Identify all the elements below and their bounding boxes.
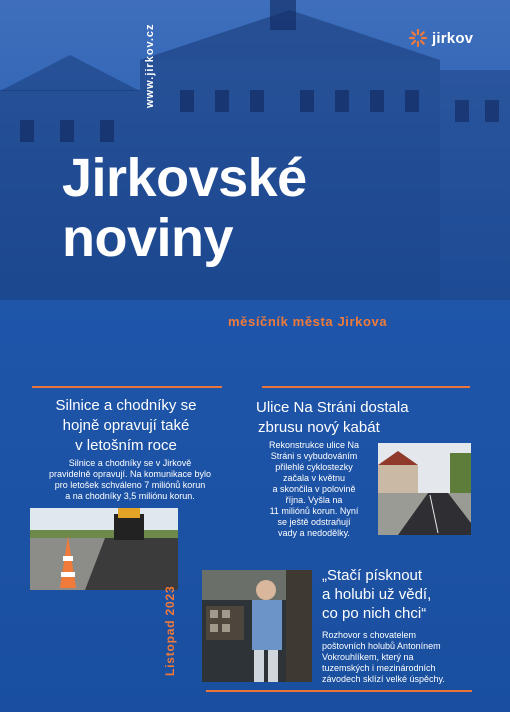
- article-3-body-line: tuzemských i mezinárodních: [322, 663, 436, 673]
- article-1-headline: [28, 396, 224, 456]
- article-1-headline-line-2: hojně opravují také: [62, 417, 190, 434]
- article-3-headline-line-1: „Stačí písknout: [322, 567, 423, 584]
- article-3-body-line: závodech sklízí velké úspěchy.: [322, 674, 445, 684]
- pigeon-breeder-photo: [202, 570, 312, 682]
- divider-article-3: [206, 690, 472, 692]
- article-3-body: [322, 630, 494, 685]
- street-photo: [378, 443, 471, 535]
- article-1-body-line: Silnice a chodníky se v Jirkově: [68, 458, 192, 468]
- article-2-body-line: začala v květnu: [282, 473, 346, 483]
- title-line-1: Jirkovské: [62, 148, 307, 208]
- article-2-body: [258, 440, 370, 539]
- article-1-body-line: a na chodníky 3,5 miliónu korun.: [65, 491, 195, 501]
- article-2-body-line: Stráni s vybudováním: [270, 451, 358, 461]
- article-3-body-line: Vokrouhlíkem, který na: [322, 652, 414, 662]
- article-2-headline-line-2: zbrusu nový kabát: [258, 419, 380, 436]
- article-3-headline-line-2: a holubi už vědí,: [322, 586, 432, 603]
- article-3-body-line: Rozhovor s chovatelem: [322, 630, 417, 640]
- article-3-headline: [322, 566, 431, 623]
- article-1-body-line: pravidelně opravují. Na komunikace bylo: [48, 469, 212, 479]
- article-2-body-line: 11 miliónů korun. Nyní: [269, 506, 359, 516]
- article-1-headline-line-3: v letošním roce: [75, 437, 177, 454]
- article-2-body-line: přilehlé cyklostezky: [275, 462, 353, 472]
- subtitle: měsíčník města Jirkova: [228, 314, 388, 329]
- divider-article-2: [262, 386, 470, 388]
- article-3-body-line: poštovních holubů Antonínem: [322, 641, 441, 651]
- article-2-body-line: a skončila v polovině: [272, 484, 356, 494]
- road-works-photo: [30, 508, 178, 590]
- sun-icon: [408, 28, 428, 48]
- issue-date: Listopad 2023: [163, 585, 177, 676]
- article-1-body: [30, 458, 230, 502]
- page-title: [62, 148, 307, 268]
- title-line-2: noviny: [62, 208, 234, 268]
- article-3-headline-line-3: co po nich chci“: [322, 605, 427, 622]
- article-1-body-line: pro letošek schváleno 7 miliónů korun: [54, 480, 206, 490]
- article-2-body-line: se ještě odstraňují: [277, 517, 351, 527]
- logo-text: jirkov: [432, 29, 474, 47]
- website-url[interactable]: www.jirkov.cz: [144, 23, 156, 108]
- jirkov-logo: [408, 28, 473, 48]
- article-2-body-line: října. Vyšla na: [285, 495, 343, 505]
- divider-article-1: [32, 386, 222, 388]
- article-2-headline: [256, 398, 462, 438]
- article-2-body-line: Rekonstrukce ulice Na: [268, 440, 360, 450]
- article-2-body-line: vady a nedodělky.: [278, 528, 350, 538]
- article-1-headline-line-1: Silnice a chodníky se: [55, 397, 197, 414]
- article-2-headline-line-1: Ulice Na Stráni dostala: [256, 399, 409, 416]
